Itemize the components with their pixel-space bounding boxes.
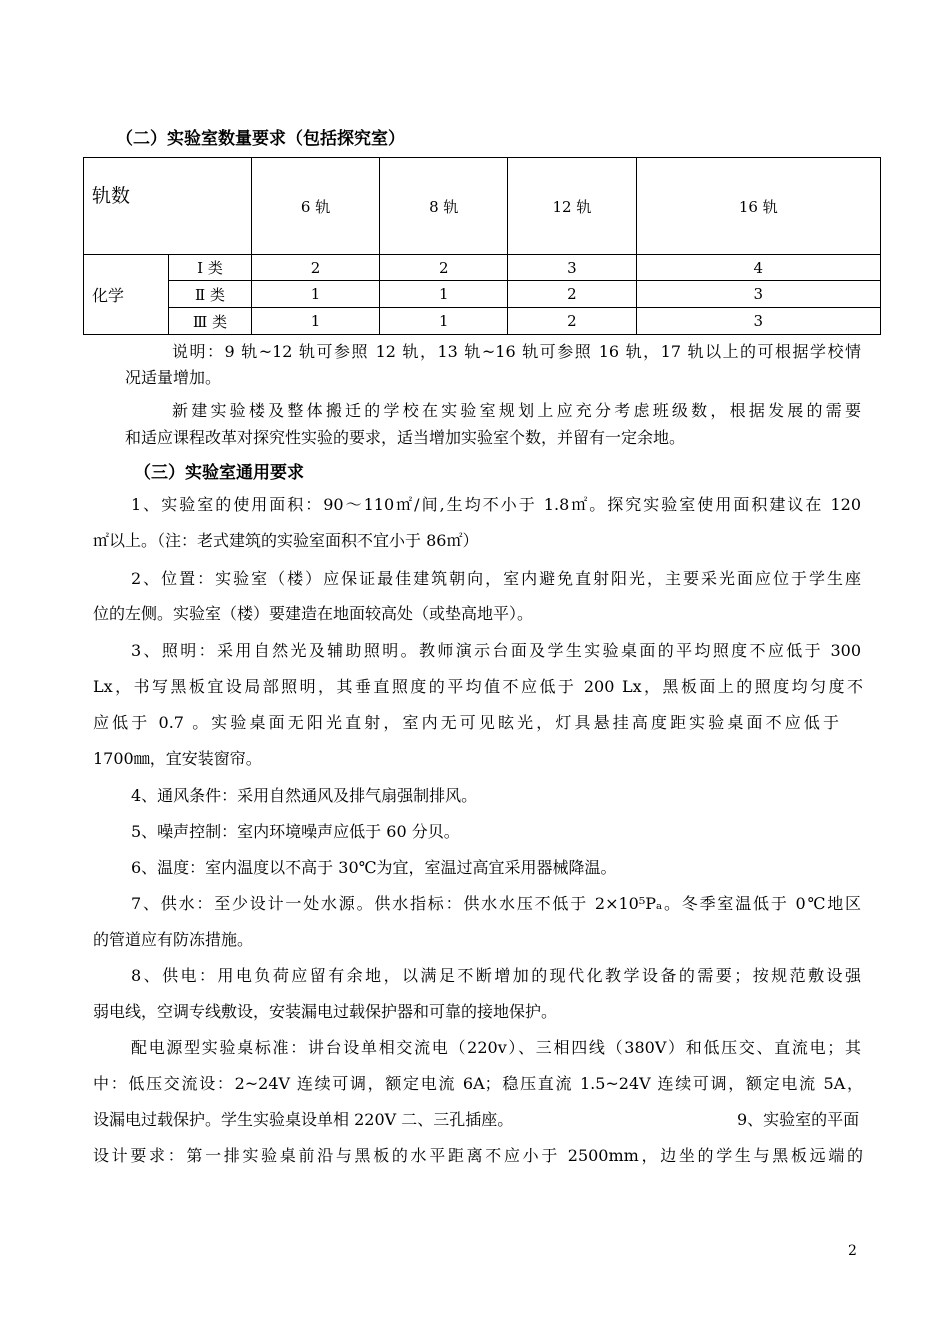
table-cell: 1 — [251, 308, 379, 335]
body-line: 1700㎜，宜安装窗帘。 — [93, 749, 262, 768]
section-2-heading: （二）实验室数量要求（包括探究室） — [116, 129, 405, 149]
body-line: 8、供电：用电负荷应留有余地，以满足不断增加的现代化教学设备的需要；按规范敷设强 — [131, 966, 861, 985]
table-row-label: Ⅰ 类 — [169, 255, 252, 281]
note-line: 说明：9 轨~12 轨可参照 12 轨，13 轨~16 轨可参照 16 轨，17 轨以上的可根据学校情 — [172, 342, 861, 361]
paragraph-line: 和适应课程改革对探究性实验的要求，适当增加实验室个数，并留有一定余地。 — [125, 428, 686, 447]
table-cell: 2 — [508, 308, 636, 335]
page-number: 2 — [848, 1243, 857, 1259]
table-column-header: 8 轨 — [380, 158, 508, 255]
table-row — [84, 308, 881, 335]
table-column-header: 6 轨 — [251, 158, 379, 255]
body-line: ㎡以上。（注：老式建筑的实验室面积不宜小于 86㎡） — [93, 531, 479, 550]
table-row-label: Ⅱ 类 — [169, 281, 252, 308]
table-cell: 2 — [251, 255, 379, 281]
body-line: 设计要求：第一排实验桌前沿与黑板的水平距离不应小于 2500mm，边坐的学生与黑板远端的 — [93, 1146, 863, 1165]
table-cell: 3 — [508, 255, 636, 281]
lab-count-table — [83, 157, 881, 335]
body-line: 7、供水：至少设计一处水源。供水指标：供水水压不低于 2×10⁵Pₐ。冬季室温低于 0℃地区 — [131, 894, 861, 913]
body-line: 的管道应有防冻措施。 — [93, 930, 254, 949]
table-cell: 3 — [636, 308, 880, 335]
table-cell: 1 — [251, 281, 379, 308]
body-line: 9、实验室的平面 — [737, 1110, 860, 1129]
table-row — [84, 281, 881, 308]
body-line: 1、实验室的使用面积：90～110㎡/间,生均不小于 1.8㎡。探究实验室使用面积建议在 120 — [131, 495, 861, 514]
body-line: Lx，书写黑板宜设局部照明，其垂直照度的平均值不应低于 200 Lx，黑板面上的照度均匀度不 — [93, 677, 863, 696]
table-row — [84, 255, 881, 281]
body-line: 弱电线，空调专线敷设，安装漏电过载保护器和可靠的接地保护。 — [93, 1002, 558, 1021]
body-line: 设漏电过载保护。学生实验桌设单相 220V 二、三孔插座。 — [93, 1110, 514, 1129]
table-column-header: 12 轨 — [508, 158, 636, 255]
table-header-label: 轨数 — [84, 158, 252, 255]
section-3-heading: （三）实验室通用要求 — [134, 463, 304, 483]
body-line: 应低于 0.7 。实验桌面无阳光直射，室内无可见眩光，灯具悬挂高度距实验桌面不应低于 — [93, 713, 839, 732]
table-cell: 4 — [636, 255, 880, 281]
table-cell: 2 — [380, 255, 508, 281]
body-line: 5、噪声控制：室内环境噪声应低于 60 分贝。 — [131, 822, 460, 841]
body-line: 中：低压交流设：2~24V 连续可调，额定电流 6A；稳压直流 1.5~24V 连续可调，额定电流 5A， — [93, 1074, 863, 1093]
table-cell: 2 — [508, 281, 636, 308]
paragraph-line: 新建实验楼及整体搬迁的学校在实验室规划上应充分考虑班级数，根据发展的需要 — [172, 401, 861, 420]
body-line: 2、位置：实验室（楼）应保证最佳建筑朝向，室内避免直射阳光，主要采光面应位于学生座 — [131, 569, 861, 588]
body-line: 3、照明：采用自然光及辅助照明。教师演示台面及学生实验桌面的平均照度不应低于 300 — [131, 641, 861, 660]
table-cell: 3 — [636, 281, 880, 308]
table-group-label: 化学 — [84, 255, 169, 335]
body-line: 4、通风条件：采用自然通风及排气扇强制排风。 — [131, 786, 478, 805]
table-row-label: Ⅲ 类 — [169, 308, 252, 335]
body-line: 6、温度：室内温度以不高于 30℃为宜，室温过高宜采用器械降温。 — [131, 858, 617, 877]
table-column-header: 16 轨 — [636, 158, 880, 255]
table-cell: 1 — [380, 308, 508, 335]
note-line: 况适量增加。 — [125, 368, 222, 387]
body-line: 配电源型实验桌标准：讲台设单相交流电（220v）、三相四线（380V）和低压交、直流电；其 — [131, 1038, 861, 1057]
table-cell: 1 — [380, 281, 508, 308]
body-line: 位的左侧。实验室（楼）要建造在地面较高处（或垫高地平）。 — [93, 604, 534, 623]
